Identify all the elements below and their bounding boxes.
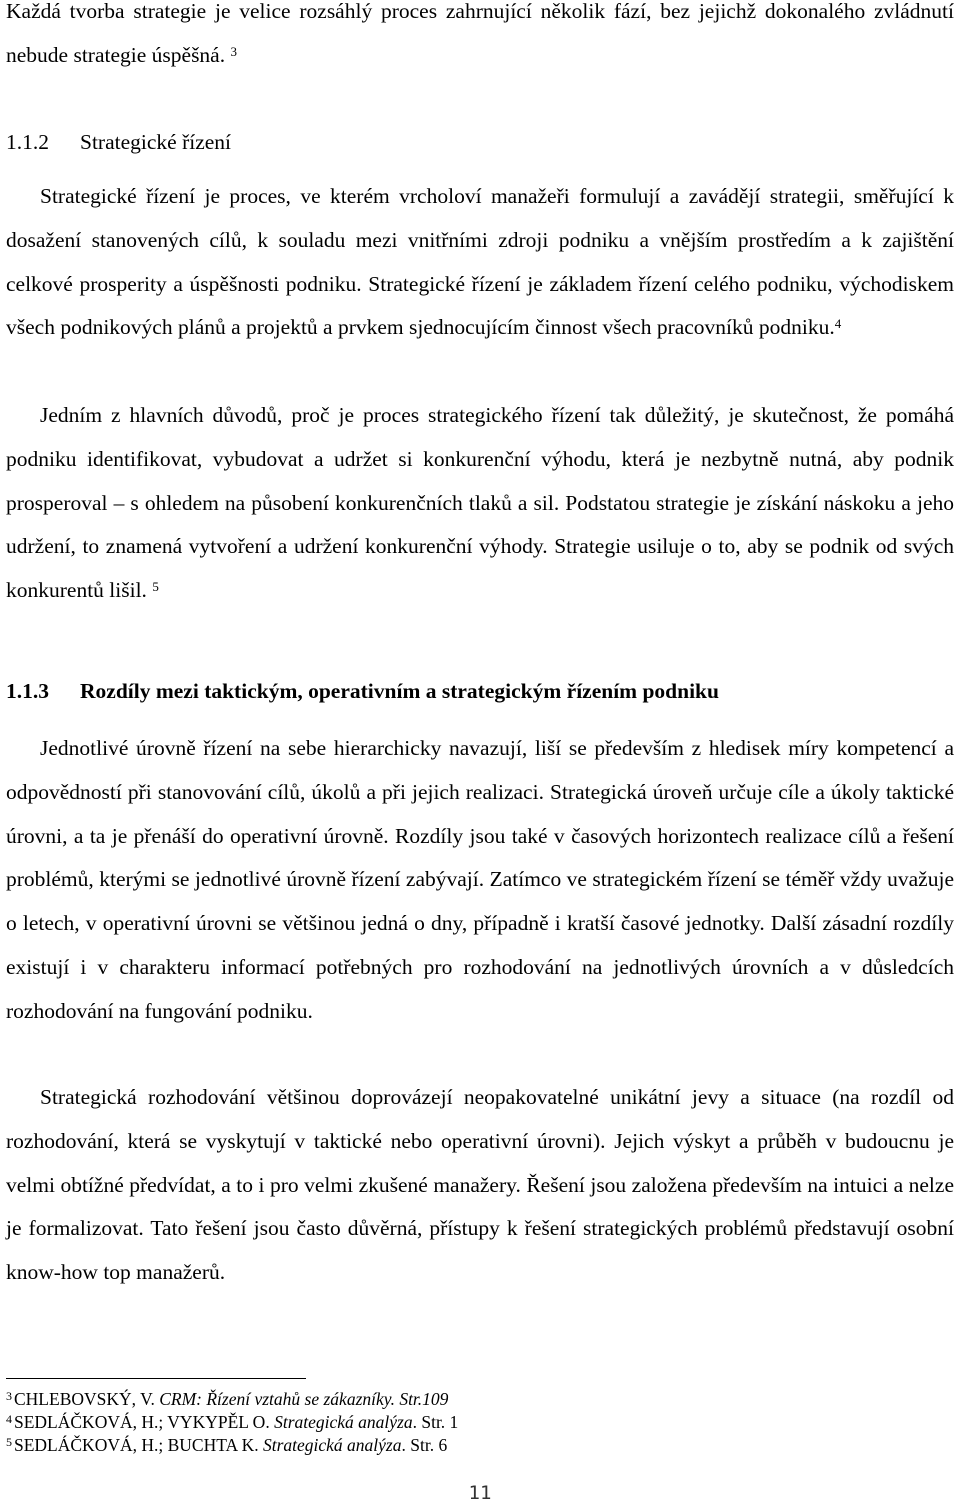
section-title: Rozdíly mezi taktickým, operativním a strategickým řízením podniku [80,679,719,703]
section-number: 1.1.2 [6,130,49,154]
footnote-3: $^3$ CHLEBOVSKÝ, V. CRM: Řízení vztahů se zákazníky. Str.109 [6,1389,449,1409]
section-heading-1-1-3 [6,676,954,706]
section-title: Strategické řízení [80,130,232,154]
footnote-ref-3[interactable]: 3 [230,43,237,59]
paragraph-strategic-decisions: Strategická rozhodování většinou doprovázejí neopakovatelné unikátní jevy a situace (na rozdíl od rozhodování, která se vyskytují v taktické nebo operativní úrovni). Jejich výskyt a průběh v budoucnu je velmi obtížné předvídat, a to i pro velmi zkušené manažery. Řešení jsou založena především na intuici a nelze je formalizovat. Tato řešení jsou často důvěrná, přístupy k řešení strategických problémů představují osobní know-how top manažerů. [6,1085,954,1285]
page-number: 11 [468,1482,492,1504]
paragraph-strategic-management: Strategické řízení je proces, ve kterém vrcholoví manažeři formulují a zavádějí strategii, směřující k dosažení stanovených cílů, k souladu mezi vnitřními zdroji podniku a vnějším prostředím a k zajištění celkové prosperity a úspěšnosti podniku. Strategické řízení je základem řízení celého podniku, východiskem všech podnikových plánů a projektů a prvkem sjednocujícím činnost všech pracovníků podniku.$^4$ [6,184,954,340]
section-number: 1.1.3 [6,679,49,703]
footnote-4: $^4$ SEDLÁČKOVÁ, H.; VYKYPĚL O. Strategická analýza. Str. 1 [6,1411,459,1432]
footnote-ref-5[interactable]: 5 [152,579,159,595]
footnote-5: $^5$ SEDLÁČKOVÁ, H.; BUCHTA K. Strategická analýza. Str. 6 [6,1434,448,1455]
intro-paragraph: Každá tvorba strategie je velice rozsáhlý proces zahrnující několik fází, bez jejichž dokonalého zvládnutí nebude strategie úspěšná. $^3$ [6,0,954,67]
footnote-separator [6,1378,306,1379]
section-heading-1-1-2 [6,127,954,157]
footnotes [6,1388,954,1456]
paragraph-competitive-advantage: Jedním z hlavních důvodů, proč je proces strategického řízení tak důležitý, je skutečnost, že pomáhá podniku identifikovat, vybudovat a udržet si konkurenční výhodu, která je nezbytně nutná, aby podnik prosperoval – s ohledem na působení konkurenčních tlaků a sil. Podstatou strategie je získání náskoku a jeho udržení, to znamená vytvoření a udržení konkurenční výhody. Strategie usiluje o to, aby se podnik od svých konkurentů lišil. $^5$ [6,403,954,603]
paragraph-management-levels: Jednotlivé úrovně řízení na sebe hierarchicky navazují, liší se především z hledisek míry kompetencí a odpovědností při stanovování cílů, úkolů a při jejich realizaci. Strategická úroveň určuje cíle a úkoly taktické úrovni, a ta je přenáší do operativní úrovně. Rozdíly jsou také v časových horizontech realizace cílů a řešení problémů, kterými se jednotlivé úrovně řízení zabývají. Zatímco ve strategickém řízení se téměř vždy uvažuje o letech, v operativní úrovni se většinou jedná o dny, případně i kratší časové jednotky. Další zásadní rozdíly existují i v charakteru informací potřebných pro rozhodování na jednotlivých úrovních a v důsledcích rozhodování na fungování podniku. [6,736,954,1023]
footnote-ref-4[interactable]: 4 [834,316,842,332]
